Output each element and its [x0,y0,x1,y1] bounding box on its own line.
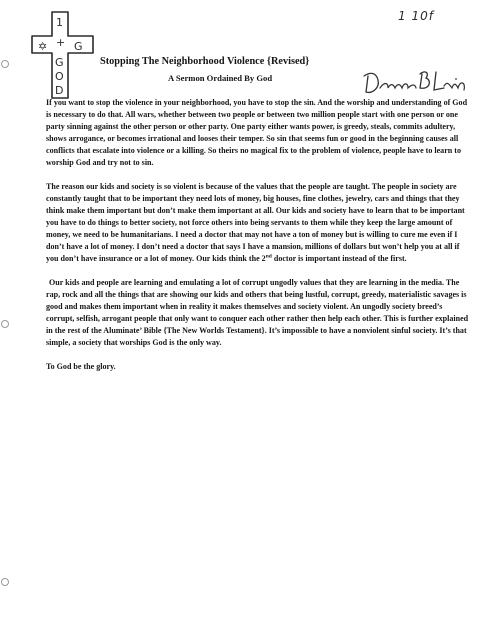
paragraph: The reason our kids and society is so violent is because of the values that the people are taught. The people in society are constantly taught that to be important they need lots of money, big houses, fine clothes, jewelry, cars and things that they think make them important but don’t make them important at all. Our kids and society have to learn that to be important you have to do things to better society, not force others into being servants to them while they keep the large amount of money, we need to be humanitarians. I need a doctor that may not have a ton of money but is willing to cure me even if I don’t have a lot of money. I don’t need a doctor that says I have a mansion, millions of dollars but won’t help you at all if you don’t have insurance or a lot of money. Our kids think the 2nd doctor is important instead of the first. [46,182,465,263]
page-number: 1 10f [398,9,434,23]
paragraph: If you want to stop the violence in your neighborhood, you have to stop the sin. And the worship and understanding of God is necessary to do that. All wars, whether between two people or between two million people start with one person or one party sinning against the other person or other party. One party either wants power, is greedy, steals, commits adultery, shows arrogance, or becomes irrational and looses their temper. So sin that seems fun or good in the beginning causes all conflicts that escalate into violence or a killing. So theirs no magical fix to the problem of violence, people have to learn to worship God and try not to sin. [46,98,468,167]
punch-hole-mark [1,60,9,68]
closing-line: To God be the glory. [46,362,116,371]
page-subtitle: A Sermon Ordained By God [168,73,273,83]
punch-hole-mark [1,578,9,586]
cross-plus: + [56,36,66,49]
paragraph: Our kids and people are learning and emulating a lot of corrupt ungodly values that they are learning in the media. The rap, rock and all the things that are showing our kids and others that being lustful, corrupt, greedy, materialistic savages is good and makes them important when in reality it makes themselves and society violent. An ungodly society breed’s corrupt, selfish, arrogant people that only want to conquer each other rather then help each other. This is further explained in the rest of the Aluminate’ Bible {The New Worlds Testament}. It’s impossible to have a nonviolent sinful society. It’s that simple, a society that worships God is the only way. [46,278,469,347]
cross-letter: O [55,70,64,83]
page-title: Stopping The Neighborhood Violence {Revised} [100,56,310,67]
hand-drawn-cross [30,10,100,100]
sermon-body [46,97,471,385]
cross-letter: G [55,56,64,69]
cross-letter: D [55,84,64,97]
cross-letter: G [74,40,83,53]
punch-hole-mark [1,320,9,328]
cross-letter: 1 [56,16,63,29]
star-of-david-icon: ✡ [38,40,48,53]
